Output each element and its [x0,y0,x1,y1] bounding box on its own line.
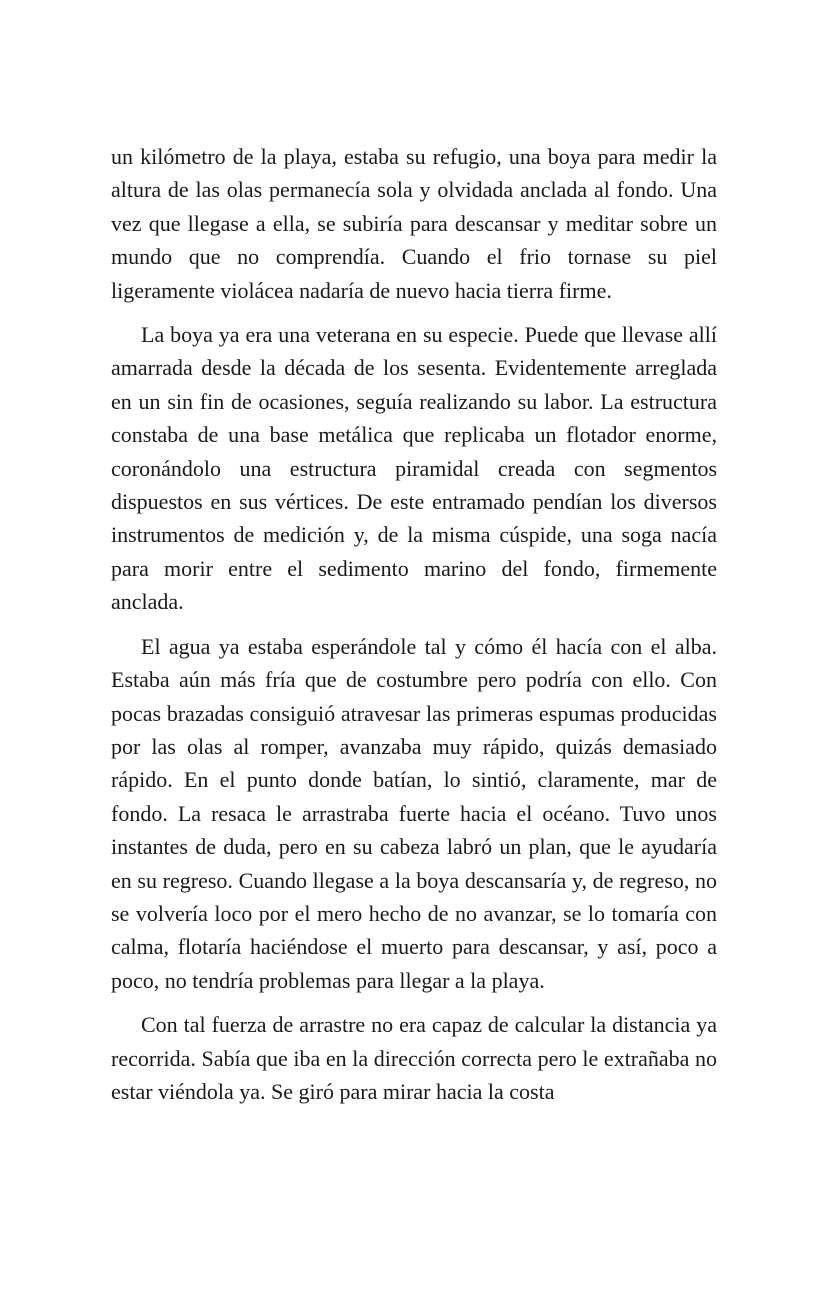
paragraph-3: El agua ya estaba esperándole tal y cómo él hacía con el alba. Estaba aún más fría que de costumbre pero podría con ello. Con pocas brazadas consiguió atravesar las primeras espumas producidas por las olas al romper, avanzaba muy rápido, quizás demasiado rápido. En el punto donde batían, lo sintió, claramente, mar de fondo. La resaca le arrastraba fuerte hacia el océano. Tuvo unos instantes de duda, pero en su cabeza labró un plan, que le ayudaría en su regreso. Cuando llegase a la boya descansaría y, de regreso, no se volvería loco por el mero hecho de no avanzar, se lo tomaría con calma, flotaría haciéndose el muerto para descansar, y así, poco a poco, no tendría problemas para llegar a la playa. [111,633,717,993]
paragraph-4: Con tal fuerza de arrastre no era capaz de calcular la distancia ya recorrida. Sabía que iba en la dirección correcta pero le extrañaba no estar viéndola ya. Se giró para mirar hacia la costa [111,1012,717,1104]
body-text [111,140,717,1119]
paragraph-1: un kilómetro de la playa, estaba su refugio, una boya para medir la altura de las olas permanecía sola y olvidada anclada al fondo. Una vez que llegase a ella, se subiría para descansar y meditar sobre un mundo que no comprendía. Cuando el frio tornase su piel ligeramente violácea nadaría de nuevo hacia tierra firme. [111,144,717,303]
paragraph-2: La boya ya era una veterana en su especie. Puede que llevase allí amarrada desde la década de los sesenta. Evidentemente arreglada en un sin fin de ocasiones, seguía realizando su labor. La estructura constaba de una base metálica que replicaba un flotador enorme, coronándolo una estructura piramidal creada con segmentos dispuestos en sus vértices. De este entramado pendían los diversos instrumentos de medición y, de la misma cúspide, una soga nacía para morir entre el sedimento marino del fondo, firmemente anclada. [111,322,717,615]
